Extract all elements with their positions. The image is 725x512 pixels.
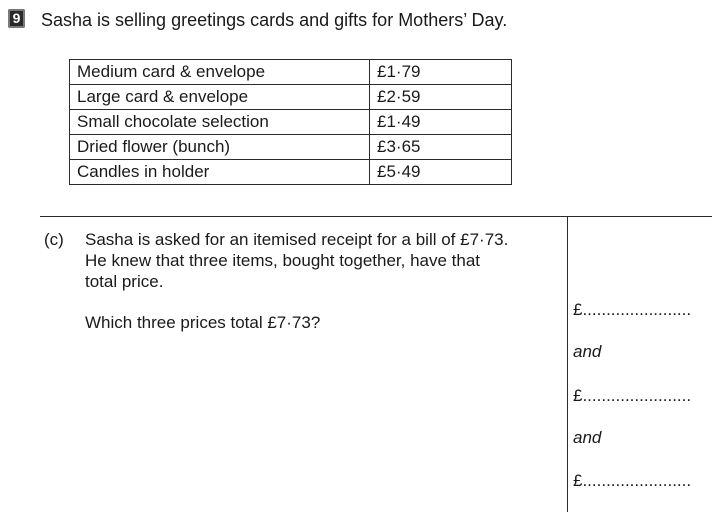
table-row [70,160,512,185]
item-price: £1·49 [370,110,512,135]
part-c-line-1: Sasha is asked for an itemised receipt for a bill of £7·73. [85,230,509,249]
answer-blank-1[interactable]: £....................... [573,300,692,319]
part-c-question: Which three prices total £7·73? [85,313,321,332]
question-stem: Sasha is selling greetings cards and gifts for Mothers’ Day. [41,10,508,30]
and-label-2: and [573,428,602,447]
part-c-text [85,229,555,333]
table-row [70,135,512,160]
item-price: £1·79 [370,60,512,85]
item-name: Dried flower (bunch) [70,135,370,160]
price-table [69,59,512,185]
item-price: £3·65 [370,135,512,160]
answer-column-divider [567,216,568,512]
answer-blank-3[interactable]: £....................... [573,471,692,490]
item-name: Medium card & envelope [70,60,370,85]
answer-blank-2[interactable]: £....................... [573,386,692,405]
table-row [70,110,512,135]
table-row [70,60,512,85]
item-name: Large card & envelope [70,85,370,110]
item-name: Small chocolate selection [70,110,370,135]
section-divider [40,216,712,217]
table-row [70,85,512,110]
part-c-label: (c) [44,230,64,249]
item-price: £2·59 [370,85,512,110]
question-number-badge: 9 [8,9,25,28]
and-label-1: and [573,342,602,361]
item-price: £5·49 [370,160,512,185]
part-c-line-2: He knew that three items, bought together, have that [85,251,481,270]
part-c-line-3: total price. [85,272,164,291]
item-name: Candles in holder [70,160,370,185]
